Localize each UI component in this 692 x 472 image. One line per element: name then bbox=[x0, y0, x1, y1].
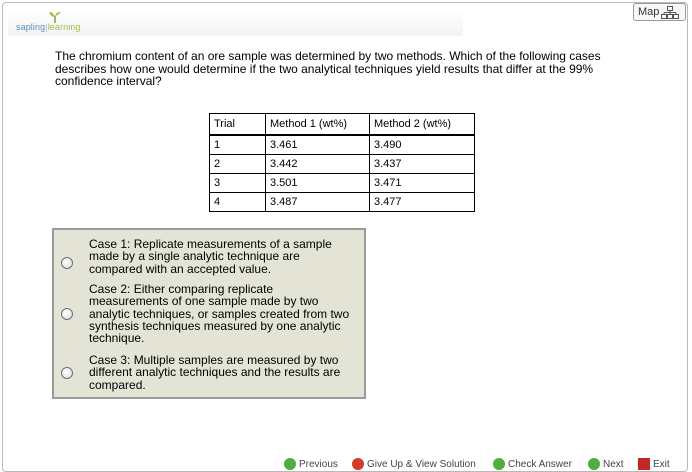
radio-case-2[interactable] bbox=[61, 308, 73, 320]
sapling-logo bbox=[16, 11, 106, 35]
exit-icon bbox=[638, 458, 650, 470]
header-method-2: Method 2 (wt%) bbox=[370, 114, 475, 136]
data-table bbox=[209, 113, 475, 212]
cell-method-2: 3.490 bbox=[370, 135, 475, 155]
table-row bbox=[210, 174, 475, 193]
give-up-icon bbox=[352, 458, 364, 470]
check-answer-label: Check Answer bbox=[508, 458, 572, 470]
map-button-label: Map bbox=[638, 6, 660, 18]
cell-method-1: 3.501 bbox=[266, 174, 370, 193]
cell-method-1: 3.461 bbox=[266, 135, 370, 155]
navigation-bar bbox=[278, 458, 692, 472]
table-row bbox=[210, 193, 475, 212]
answer-options bbox=[52, 228, 366, 399]
cell-method-1: 3.487 bbox=[266, 193, 370, 212]
table-row bbox=[210, 155, 475, 174]
next-button[interactable] bbox=[588, 458, 624, 470]
previous-label: Previous bbox=[299, 458, 338, 470]
exit-button[interactable] bbox=[638, 458, 670, 470]
cell-trial: 3 bbox=[210, 174, 266, 193]
table-row bbox=[210, 135, 475, 155]
give-up-button[interactable] bbox=[352, 458, 476, 470]
option-case-2-label[interactable]: Case 2: Either comparing replicate measurements of one sample made by two analytic techniques, or samples created from two synthesis techniques measured by one analytic technique. bbox=[89, 282, 350, 346]
radio-case-3[interactable] bbox=[61, 367, 73, 379]
logo-text: sapling|learning bbox=[16, 22, 81, 32]
next-icon bbox=[588, 458, 600, 470]
cell-trial: 2 bbox=[210, 155, 266, 174]
header-trial: Trial bbox=[210, 114, 266, 136]
cell-method-1: 3.442 bbox=[266, 155, 370, 174]
logo-text-sapling: sapling bbox=[16, 22, 46, 32]
previous-button[interactable] bbox=[284, 458, 338, 470]
question-text: The chromium content of an ore sample was determined by two methods. Which of the following cases describes how one would determine if the two analytical techniques yield results that differ at the 99% confidence interval? bbox=[55, 49, 601, 88]
give-up-label: Give Up & View Solution bbox=[367, 458, 476, 470]
cell-method-2: 3.477 bbox=[370, 193, 475, 212]
header-method-1: Method 1 (wt%) bbox=[266, 114, 370, 136]
table-header-row bbox=[210, 114, 475, 136]
sitemap-icon bbox=[661, 6, 679, 19]
map-button[interactable] bbox=[633, 3, 686, 21]
next-label: Next bbox=[603, 458, 624, 470]
check-icon bbox=[493, 458, 505, 470]
radio-case-1[interactable] bbox=[61, 257, 73, 269]
cell-method-2: 3.471 bbox=[370, 174, 475, 193]
exit-label: Exit bbox=[653, 458, 670, 470]
cell-trial: 1 bbox=[210, 135, 266, 155]
option-case-1-label[interactable]: Case 1: Replicate measurements of a sample made by a single analytic technique are compared with an accepted value. bbox=[89, 237, 332, 276]
check-answer-button[interactable] bbox=[493, 458, 572, 470]
previous-icon bbox=[284, 458, 296, 470]
option-case-3-label[interactable]: Case 3: Multiple samples are measured by two different analytic techniques and the results are compared. bbox=[89, 353, 341, 392]
logo-text-learning: learning bbox=[47, 22, 81, 32]
cell-method-2: 3.437 bbox=[370, 155, 475, 174]
cell-trial: 4 bbox=[210, 193, 266, 212]
